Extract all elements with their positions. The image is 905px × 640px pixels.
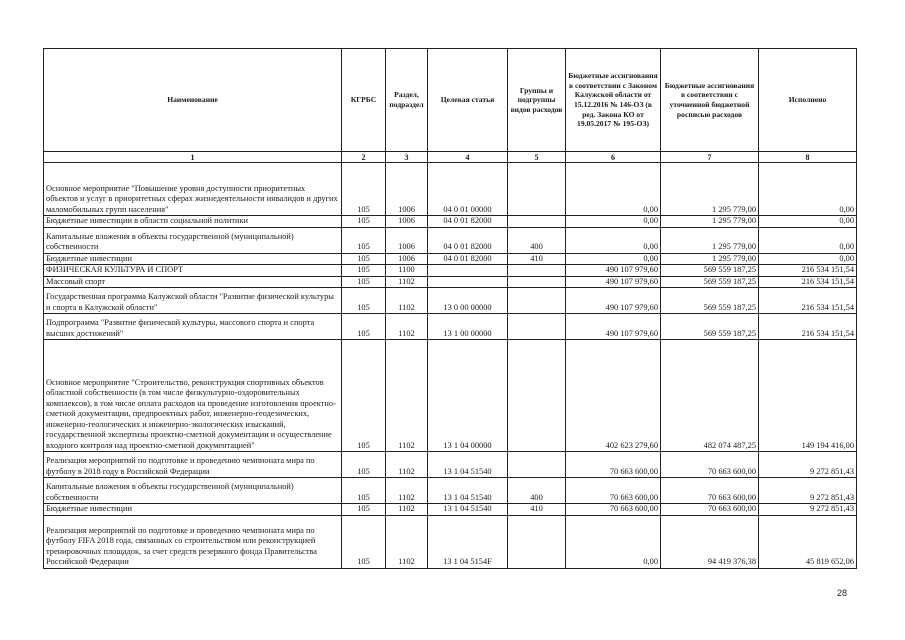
row-name: Капитальные вложения в объекты государственной (муниципальной) собственности [44,227,342,253]
row-target: 13 1 04 5154F [428,515,508,568]
row-name: Бюджетные инвестиции [44,253,342,265]
row-refined: 482 074 487,25 [661,340,759,452]
row-executed: 216 534 151,54 [759,288,857,314]
row-refined: 569 559 187,25 [661,276,759,288]
row-refined: 1 295 779,00 [661,216,759,228]
row-name: Бюджетные инвестиции [44,504,342,516]
row-group [508,515,566,568]
header-executed: Исполнено [759,49,857,152]
row-law: 70 663 600,00 [566,504,661,516]
row-name: Реализация мероприятий по подготовке и проведению чемпионата мира по футболу в 2018 году в Российской Федерации [44,452,342,478]
row-executed: 0,00 [759,227,857,253]
row-section: 1102 [386,340,428,452]
row-kgrbs: 105 [342,253,386,265]
table-row [44,288,857,314]
row-name: Капитальные вложения в объекты государственной (муниципальной) собственности [44,478,342,504]
row-target: 13 1 04 51540 [428,478,508,504]
table-row [44,452,857,478]
table-row [44,253,857,265]
row-group: 400 [508,478,566,504]
column-number: 1 [44,152,342,163]
column-number-row [44,152,857,163]
header-row [44,49,857,152]
header-budget-refined: Бюджетные ассигнования в соответствии с уточненной бюджетной росписью расходов [661,49,759,152]
row-section: 1102 [386,515,428,568]
row-target: 13 1 04 00000 [428,340,508,452]
row-section: 1102 [386,504,428,516]
row-law: 70 663 600,00 [566,452,661,478]
row-section: 1102 [386,478,428,504]
row-name: Массовый спорт [44,276,342,288]
table-row [44,276,857,288]
row-executed: 216 534 151,54 [759,276,857,288]
row-name: Основное мероприятие "Повышение уровня доступности приоритетных объектов и услуг в приоритетных сферах жизнедеятельности инвалидов и других маломобильных групп населения" [44,163,342,216]
table-row [44,314,857,340]
row-target: 04 0 01 00000 [428,163,508,216]
row-section: 1102 [386,288,428,314]
row-refined: 569 559 187,25 [661,314,759,340]
table-row [44,227,857,253]
row-name: Бюджетные инвестиции в области социальной политики [44,216,342,228]
row-group [508,288,566,314]
row-group: 410 [508,253,566,265]
row-name: ФИЗИЧЕСКАЯ КУЛЬТУРА И СПОРТ [44,265,342,277]
row-law: 70 663 600,00 [566,478,661,504]
row-kgrbs: 105 [342,163,386,216]
row-kgrbs: 105 [342,216,386,228]
table-row [44,504,857,516]
row-refined: 569 559 187,25 [661,288,759,314]
row-refined: 70 663 600,00 [661,452,759,478]
row-name: Подпрограмма "Развитие физической культуры, массового спорта и спорта высших достижений" [44,314,342,340]
row-law: 0,00 [566,253,661,265]
row-kgrbs: 105 [342,504,386,516]
row-group [508,314,566,340]
row-target: 04 0 01 82000 [428,253,508,265]
row-kgrbs: 105 [342,288,386,314]
row-group [508,216,566,228]
row-kgrbs: 105 [342,478,386,504]
table-row [44,216,857,228]
column-number: 6 [566,152,661,163]
row-executed: 216 534 151,54 [759,265,857,277]
header-name: Наименование [44,49,342,152]
row-target: 13 1 04 51540 [428,452,508,478]
column-number: 5 [508,152,566,163]
row-executed: 149 194 416,00 [759,340,857,452]
row-kgrbs: 105 [342,340,386,452]
row-kgrbs: 105 [342,452,386,478]
row-name: Реализация мероприятий по подготовке и проведению чемпионата мира по футболу FIFA 2018 года, связанных со строительством или реконструкцией тренировочных площадок, за счет средств резервного фонда Правительства Российской Федерации [44,515,342,568]
row-name: Основное мероприятие "Строительство, реконструкция спортивных объектов областной собственности (в том числе физкультурно-оздоровительных комплексов), в том числе оплата расходов на проведение изготовления проектно-сметной документации, предпроектных работ, инженерно-геодезических, инженерно-геологических и инженерно-экологических изысканий, государственной экспертизы проектно-сметной документации и осуществление входного контроля над проектно-сметной документацией" [44,340,342,452]
row-section: 1100 [386,265,428,277]
row-refined: 569 559 187,25 [661,265,759,277]
row-group: 400 [508,227,566,253]
table-row [44,265,857,277]
row-executed: 216 534 151,54 [759,314,857,340]
row-section: 1006 [386,227,428,253]
row-name: Государственная программа Калужской области "Развитие физической культуры и спорта в Калужской области" [44,288,342,314]
budget-table [43,48,857,569]
row-target: 04 0 01 82000 [428,227,508,253]
row-executed: 0,00 [759,216,857,228]
row-kgrbs: 105 [342,227,386,253]
row-law: 490 107 979,60 [566,265,661,277]
table-row [44,340,857,452]
row-group: 410 [508,504,566,516]
page-number: 28 [837,588,848,598]
row-target: 13 1 04 51540 [428,504,508,516]
row-section: 1102 [386,314,428,340]
row-target: 13 1 00 00000 [428,314,508,340]
table-row [44,515,857,568]
row-kgrbs: 105 [342,515,386,568]
table-row [44,163,857,216]
row-target: 13 0 00 00000 [428,288,508,314]
row-law: 490 107 979,60 [566,276,661,288]
row-executed: 9 272 851,43 [759,478,857,504]
row-kgrbs: 105 [342,276,386,288]
column-number: 3 [386,152,428,163]
row-section: 1006 [386,216,428,228]
row-refined: 1 295 779,00 [661,253,759,265]
header-groups: Группы и подгруппы видов расходов [508,49,566,152]
header-section: Раздел, подраздел [386,49,428,152]
header-kgrbs: КГРБС [342,49,386,152]
header-budget-law: Бюджетные ассигнования в соответствии с Законом Калужской области от 15.12.2016 № 146-ОЗ (в ред. Закона КО от 19.05.2017 № 195-ОЗ) [566,49,661,152]
row-law: 0,00 [566,515,661,568]
column-number: 2 [342,152,386,163]
row-group [508,340,566,452]
budget-table-sheet [43,48,856,569]
row-executed: 45 819 652,06 [759,515,857,568]
row-executed: 0,00 [759,163,857,216]
row-executed: 9 272 851,43 [759,452,857,478]
row-law: 490 107 979,60 [566,314,661,340]
row-law: 0,00 [566,163,661,216]
row-refined: 1 295 779,00 [661,163,759,216]
column-number: 7 [661,152,759,163]
header-target: Целевая статья [428,49,508,152]
row-law: 0,00 [566,216,661,228]
table-row [44,478,857,504]
row-group [508,452,566,478]
row-group [508,276,566,288]
row-target: 04 0 01 82000 [428,216,508,228]
row-executed: 0,00 [759,253,857,265]
row-executed: 9 272 851,43 [759,504,857,516]
column-number: 4 [428,152,508,163]
row-law: 0,00 [566,227,661,253]
column-number: 8 [759,152,857,163]
row-kgrbs: 105 [342,265,386,277]
row-kgrbs: 105 [342,314,386,340]
row-group [508,163,566,216]
row-section: 1102 [386,452,428,478]
row-target [428,265,508,277]
row-group [508,265,566,277]
row-refined: 94 419 376,38 [661,515,759,568]
row-law: 402 623 279,60 [566,340,661,452]
row-refined: 70 663 600,00 [661,478,759,504]
row-refined: 70 663 600,00 [661,504,759,516]
row-section: 1006 [386,253,428,265]
row-law: 490 107 979,60 [566,288,661,314]
row-section: 1102 [386,276,428,288]
row-refined: 1 295 779,00 [661,227,759,253]
row-section: 1006 [386,163,428,216]
row-target [428,276,508,288]
